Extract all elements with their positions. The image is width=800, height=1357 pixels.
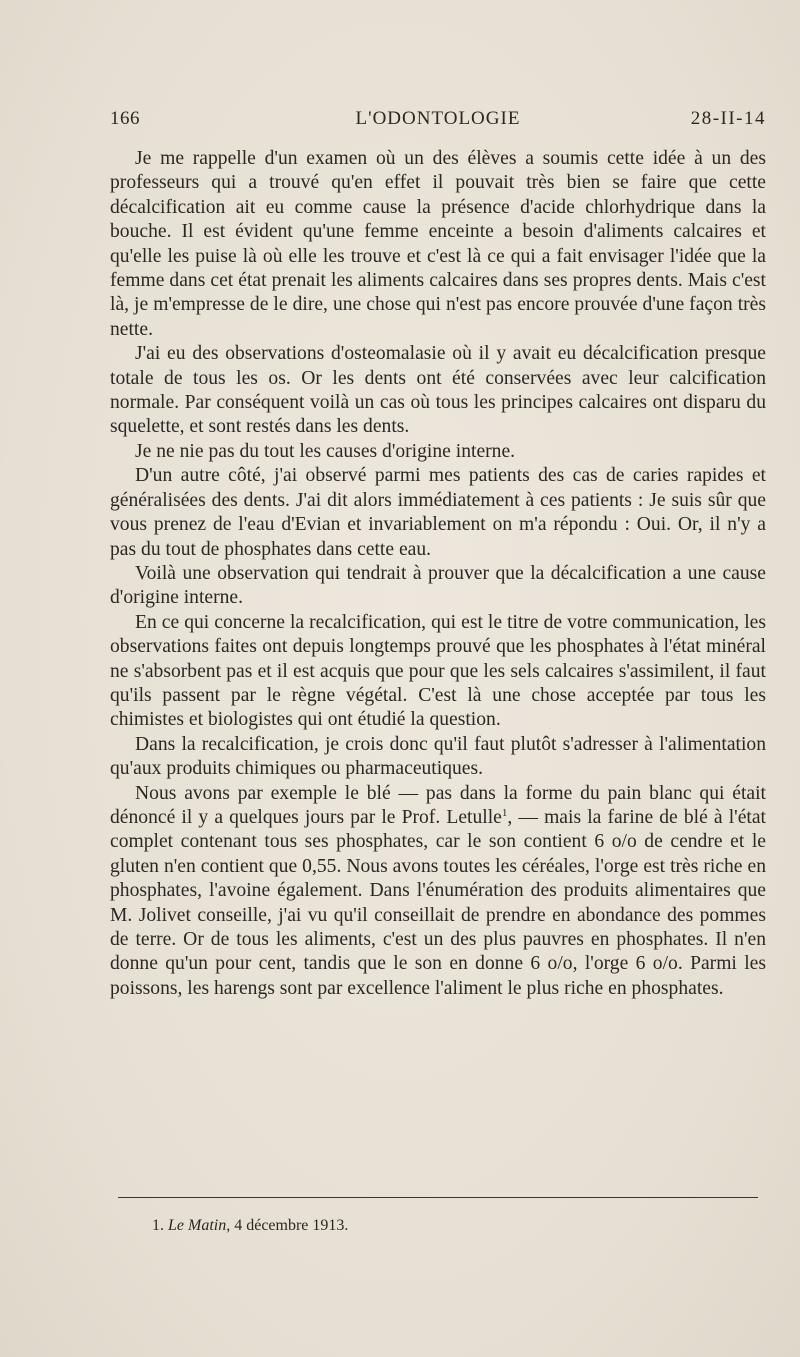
body-text (110, 147, 766, 1001)
page-number: 166 (110, 108, 140, 129)
paragraph-3: Je ne nie pas du tout les causes d'origine interne. (135, 440, 516, 462)
paragraph-4: D'un autre côté, j'ai observé parmi mes patients des cas de caries rapides et généralisées des dents. J'ai dit alors immédiatement à ces patients : Je suis sûr que vous prenez de l'eau d'Evian et invariablement on m'a répondu : Oui. Or, il n'y a pas du tout de phosphates dans cette eau. (110, 465, 766, 560)
footnote-date: , 4 décembre 1913. (226, 1217, 349, 1234)
issue-date: 28-II-14 (690, 108, 766, 129)
paragraph-8 (110, 782, 766, 1002)
footnote-reference: 1 (501, 806, 508, 819)
paragraph-7: Dans la recalcification, je crois donc qu'il faut plutôt s'adresser à l'alimentation qu'aux produits chimiques ou pharmaceutiques. (110, 733, 766, 780)
paragraph-5: Voilà une observation qui tendrait à prouver que la décalcification a une cause d'origine interne. (110, 562, 766, 609)
paragraph-2: J'ai eu des observations d'osteomalasie où il y avait eu décalcification presque totale de tous les os. Or les dents ont été conservées avec leur calcification normale. Par conséquent voilà un cas où tous les principes calcaires ont disparu du squelette, et sont restés dans les dents. (110, 343, 766, 438)
paragraph-1: Je me rappelle d'un examen où un des élèves a soumis cette idée à un des professeurs qui a trouvé qu'en effet il pouvait très bien se faire que cette décalcification ait eu comme cause la présence d'acide chlorhydrique dans la bouche. Il est évident qu'une femme enceinte a besoin d'aliments calcaires et qu'elle les puise là où elle les trouve et c'est là ce qui a fait envisager l'idée que la femme dans cet état prenait les aliments calcaires dans ses propres dents. Mais c'est là, je m'empresse de le dire, une chose qui n'est pas encore prouvée d'une façon très nette. (110, 148, 766, 340)
footnote-source: Le Matin (168, 1217, 227, 1234)
page-header (110, 108, 766, 136)
footnote (152, 1216, 752, 1236)
running-title: L'ODONTOLOGIE (355, 108, 521, 129)
footnote-number: 1. (152, 1217, 164, 1234)
paragraph-8-part-1: Nous avons par exemple le blé — pas dans la forme du pain blanc qui était dénoncé il y a quelques jours par le Prof. Letulle (110, 782, 766, 828)
footnote-divider (118, 1197, 758, 1198)
paragraph-8-part-2: , — mais la farine de blé à l'état complet contenant tous ses phosphates, car le son contient 6 o/o de cendre et le gluten n'en contient que 0,55. Nous avons toutes les céréales, l'orge est très riche en phosphates, l'avoine également. Dans l'énumération des produits alimentaires que M. Jolivet conseille, j'ai vu qu'il conseillait de prendre en abondance des pommes de terre. Or de tous les aliments, c'est un des plus pauvres en phosphates. Il n'en donne qu'un pour cent, tandis que le son en donne 6 o/o, l'orge 6 o/o. Parmi les poissons, les harengs sont par excellence l'aliment le plus riche en phosphates. (110, 806, 766, 999)
paragraph-6: En ce qui concerne la recalcification, qui est le titre de votre communication, les observations faites ont depuis longtemps prouvé que les phosphates à l'état minéral ne s'absorbent pas et il est acquis que pour que les sels calcaires s'assimilent, il faut qu'ils passent par le règne végétal. C'est là une chose acceptée par tous les chimistes et biologistes qui ont étudié la question. (110, 611, 766, 731)
